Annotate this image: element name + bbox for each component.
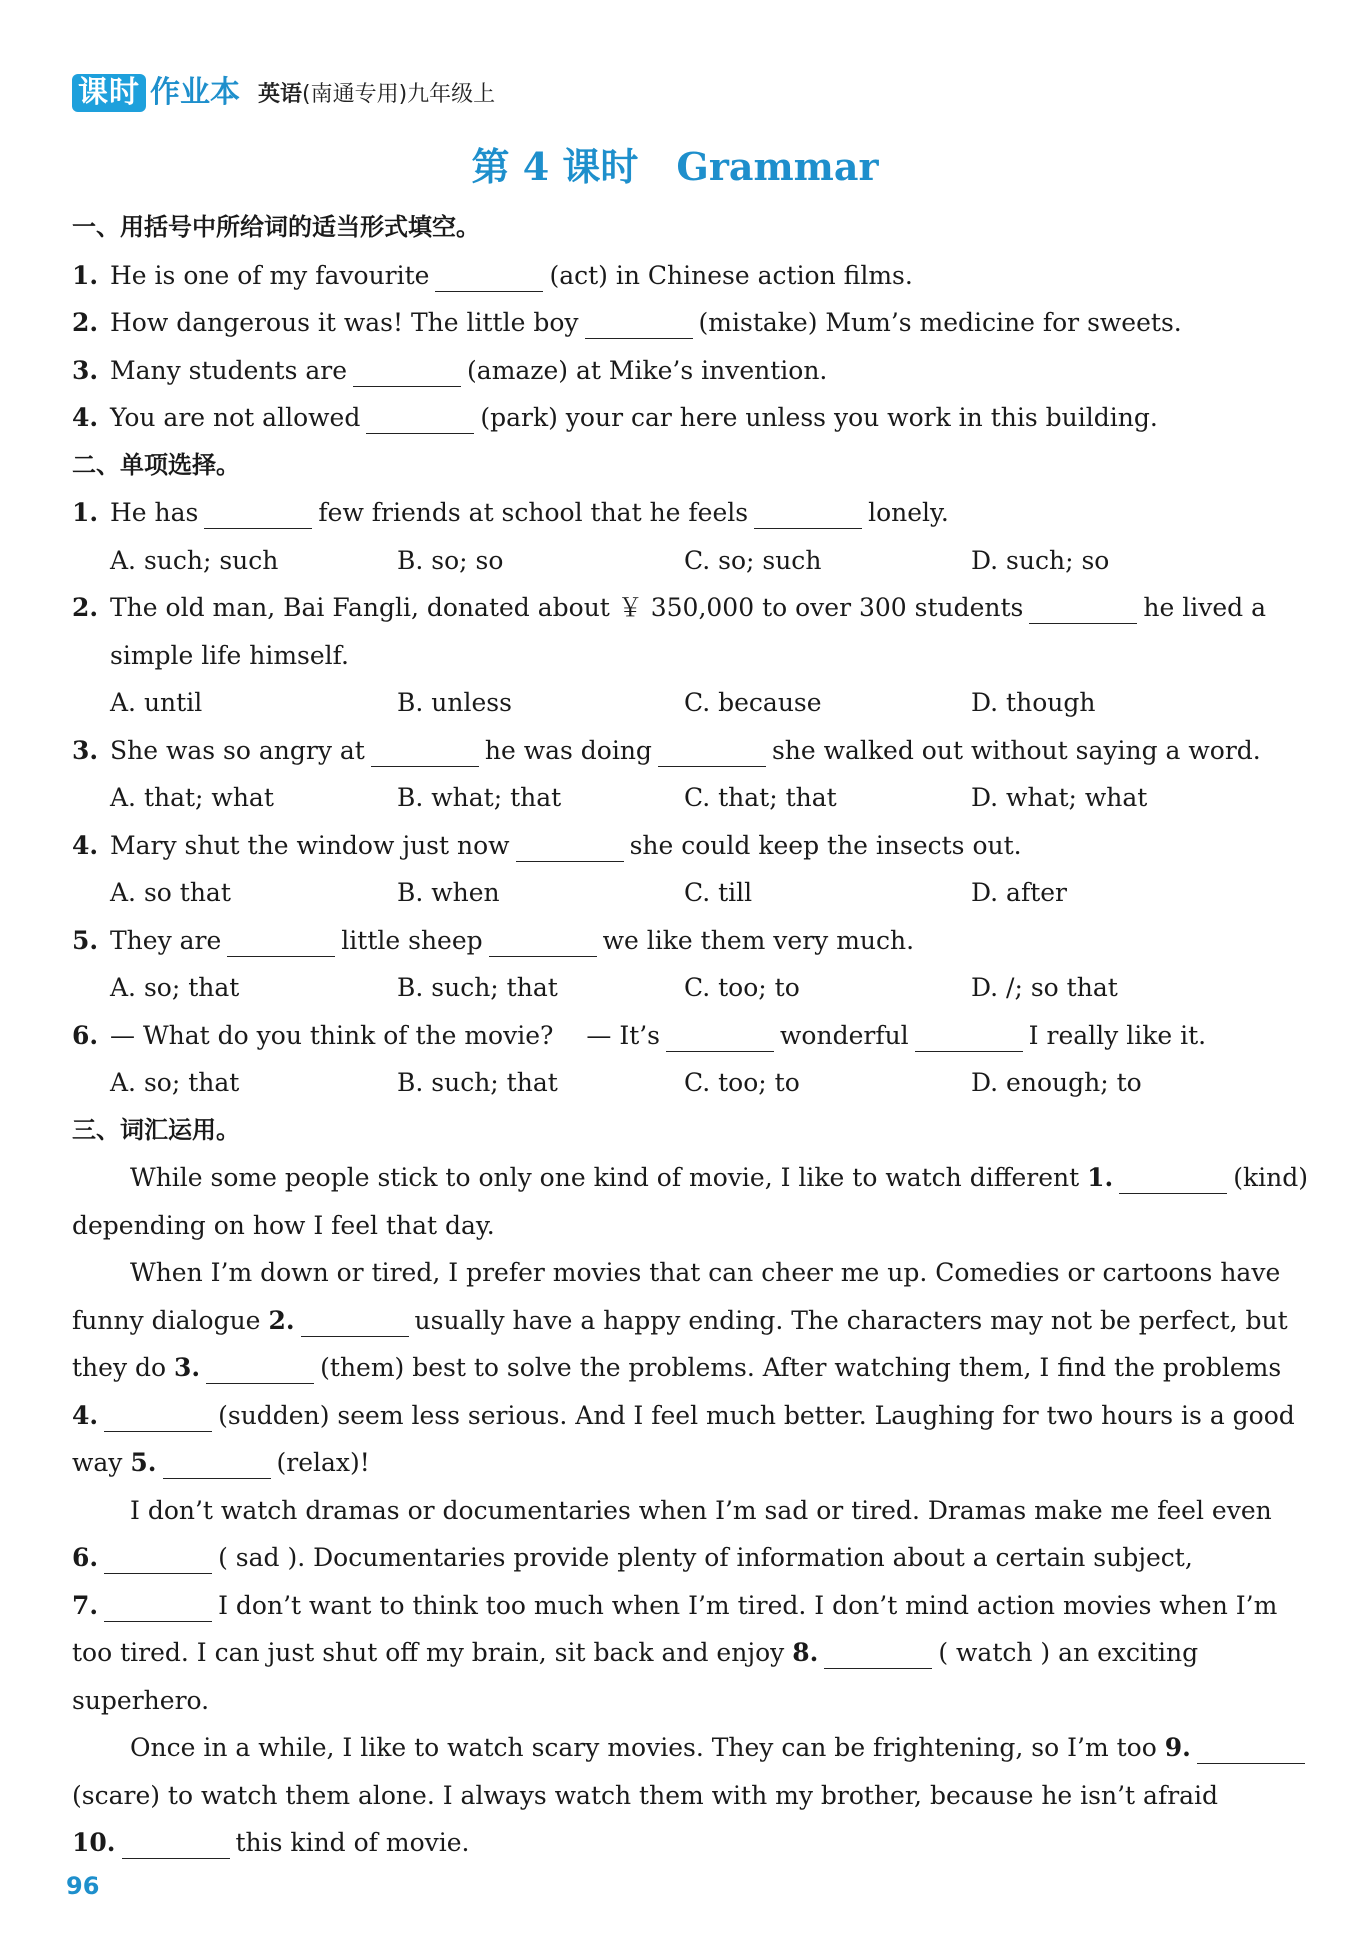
item-text: little sheep — [341, 925, 483, 955]
answer-blank[interactable] — [204, 498, 312, 529]
s2-q1 — [72, 489, 1262, 537]
passage-line — [72, 1249, 1281, 1297]
s1-item-3 — [72, 347, 1262, 395]
passage-text: way — [72, 1448, 123, 1477]
option-b[interactable]: B. such; that — [397, 973, 558, 1002]
page-number: 96 — [66, 1872, 100, 1900]
item-number: 1. — [72, 498, 99, 527]
passage-line — [72, 1629, 1262, 1677]
item-number: 1. — [72, 260, 99, 290]
option-c[interactable]: C. so; such — [684, 545, 822, 575]
item-text: — What do you think of the movie? — It’s — [110, 1020, 661, 1050]
blank-number: 1. — [1087, 1163, 1114, 1192]
passage-line: I don’t watch dramas or documentaries when I’m sad or tired. Dramas make me feel even — [130, 1495, 1272, 1525]
item-number: 5. — [72, 925, 99, 955]
answer-blank[interactable] — [824, 1638, 932, 1669]
blank-number: 10. — [72, 1828, 116, 1857]
answer-blank[interactable] — [516, 831, 624, 862]
passage-line — [72, 1534, 1262, 1582]
item-text: he lived a — [1143, 593, 1267, 622]
passage-line — [72, 1297, 1288, 1345]
book-edition: (南通专用)九年级上 — [302, 82, 496, 107]
item-text: He has — [110, 498, 199, 527]
answer-blank[interactable] — [163, 1448, 271, 1479]
s1-item-4 — [72, 394, 1262, 442]
blank-number: 8. — [792, 1638, 819, 1667]
passage-text: this kind of movie. — [235, 1828, 470, 1857]
passage-text: ( watch ) an exciting — [938, 1638, 1199, 1667]
option-b[interactable]: B. unless — [397, 688, 512, 717]
answer-blank[interactable] — [104, 1591, 212, 1622]
page-title: 第 4 课时 Grammar — [471, 144, 879, 189]
blank-number: 2. — [268, 1305, 295, 1335]
item-number: 3. — [72, 355, 99, 385]
book-subject: 英语 — [258, 82, 303, 107]
option-c[interactable]: C. that; that — [684, 783, 837, 812]
item-number: 2. — [72, 308, 99, 337]
item-text: She was so angry at — [110, 735, 365, 765]
answer-blank[interactable] — [227, 926, 335, 957]
item-text: she could keep the insects out. — [629, 830, 1022, 860]
s2-q1-options — [72, 537, 1262, 585]
answer-blank[interactable] — [666, 1021, 774, 1052]
passage-text: Once in a while, I like to watch scary movies. They can be frightening, so I’m too — [130, 1733, 1157, 1762]
passage-line: depending on how I feel that day. — [72, 1210, 495, 1240]
item-text: You are not allowed — [110, 403, 361, 432]
item-text: we like them very much. — [602, 925, 915, 955]
passage-text: I don’t want to think too much when I’m tired. I don’t mind action movies when I’m — [218, 1590, 1278, 1620]
item-text: The old man, Bai Fangli, donated about ￥ 350,000 to over 300 students — [110, 593, 1024, 622]
item-number: 2. — [72, 593, 99, 622]
answer-blank[interactable] — [301, 1306, 409, 1337]
blank-number: 6. — [72, 1543, 99, 1572]
item-text: He is one of my favourite — [110, 260, 430, 290]
option-d[interactable]: D. /; so that — [971, 973, 1118, 1002]
blank-number: 7. — [72, 1590, 99, 1620]
passage-text: too tired. I can just shut off my brain, sit back and enjoy — [72, 1638, 785, 1667]
page-header — [72, 74, 495, 112]
passage-text: usually have a happy ending. The characters may not be perfect, but — [414, 1305, 1288, 1335]
passage-text: When I’m down or tired, I prefer movies that can cheer me up. Comedies or cartoons have — [130, 1258, 1281, 1287]
option-a[interactable]: A. so; that — [110, 1068, 240, 1097]
passage-text: ( sad ). Documentaries provide plenty of information about a certain subject, — [218, 1543, 1193, 1572]
passage-line: (scare) to watch them alone. I always watch them with my brother, because he isn’t afraid — [72, 1780, 1219, 1810]
option-d[interactable]: D. what; what — [971, 783, 1148, 812]
option-d[interactable]: D. though — [971, 688, 1096, 717]
s1-item-1 — [72, 252, 1262, 300]
passage-line — [72, 1724, 1262, 1772]
item-text: They are — [110, 925, 222, 955]
section3-heading: 三、词汇运用。 — [72, 1115, 240, 1144]
item-text: How dangerous it was! The little boy — [110, 308, 579, 337]
item-text: lonely. — [868, 498, 949, 527]
answer-blank[interactable] — [585, 308, 693, 339]
passage-line — [72, 1582, 1278, 1630]
blank-number: 3. — [174, 1353, 201, 1382]
s2-q2-cont: simple life himself. — [110, 640, 349, 670]
option-a[interactable]: A. such; such — [110, 545, 279, 575]
answer-blank[interactable] — [366, 403, 474, 434]
section1-heading: 一、用括号中所给词的适当形式填空。 — [72, 213, 480, 241]
item-number: 6. — [72, 1020, 99, 1050]
passage-line — [72, 1154, 1309, 1202]
passage-line: superhero. — [72, 1685, 210, 1715]
answer-blank[interactable] — [104, 1401, 212, 1432]
s2-q3 — [72, 727, 1262, 775]
item-text: few friends at school that he feels — [318, 498, 749, 527]
passage-text: funny dialogue — [72, 1305, 261, 1335]
answer-blank[interactable] — [206, 1353, 314, 1384]
answer-blank[interactable] — [104, 1543, 212, 1574]
s2-q3-options — [72, 774, 1262, 822]
item-text: Mary shut the window just now — [110, 830, 510, 860]
item-text: Many students are — [110, 355, 348, 385]
blank-number: 9. — [1164, 1733, 1191, 1762]
option-b[interactable]: B. so; so — [397, 545, 504, 575]
item-number: 4. — [72, 403, 99, 432]
option-b[interactable]: B. when — [397, 878, 500, 907]
passage-text: (kind) — [1233, 1163, 1309, 1192]
s2-q6-options — [72, 1059, 1262, 1107]
answer-blank[interactable] — [1029, 593, 1137, 624]
exercise-content — [72, 204, 1309, 1867]
passage-text: (relax)! — [276, 1448, 370, 1477]
answer-blank[interactable] — [1197, 1733, 1305, 1764]
answer-blank[interactable] — [353, 356, 461, 387]
answer-blank[interactable] — [371, 736, 479, 767]
passage-line — [72, 1344, 1282, 1392]
item-text: he was doing — [484, 735, 652, 765]
item-text: she walked out without saying a word. — [771, 735, 1261, 765]
option-d[interactable]: D. enough; to — [971, 1068, 1142, 1097]
answer-blank[interactable] — [915, 1021, 1023, 1052]
passage-line — [72, 1819, 1262, 1867]
book-title — [258, 80, 495, 112]
option-c[interactable]: C. because — [684, 688, 822, 717]
option-d[interactable]: D. such; so — [971, 545, 1110, 575]
s2-q2-options — [72, 679, 1262, 727]
item-text: (act) in Chinese action films. — [549, 260, 913, 290]
option-a[interactable]: A. that; what — [110, 783, 274, 812]
answer-blank[interactable] — [489, 926, 597, 957]
option-a[interactable]: A. so; that — [110, 973, 240, 1002]
answer-blank[interactable] — [754, 498, 862, 529]
option-c[interactable]: C. too; to — [684, 1068, 800, 1097]
option-d[interactable]: D. after — [971, 878, 1067, 907]
passage-line — [72, 1439, 1262, 1487]
answer-blank[interactable] — [658, 736, 766, 767]
brand-logo: 课时 — [72, 74, 146, 112]
section2-heading: 二、单项选择。 — [72, 450, 240, 479]
s2-q5 — [72, 917, 1262, 965]
s2-q2 — [72, 584, 1267, 632]
answer-blank[interactable] — [1119, 1163, 1227, 1194]
blank-number: 5. — [130, 1448, 157, 1477]
item-text: (mistake) Mum’s medicine for sweets. — [698, 308, 1182, 337]
item-text: (amaze) at Mike’s invention. — [467, 355, 828, 385]
option-b[interactable]: B. such; that — [397, 1068, 558, 1097]
item-text: (park) your car here unless you work in this building. — [480, 403, 1158, 432]
passage-text: (them) best to solve the problems. After watching them, I find the problems — [320, 1353, 1282, 1382]
option-a[interactable]: A. until — [110, 688, 203, 717]
s2-q6 — [72, 1012, 1262, 1060]
s1-item-2 — [72, 299, 1262, 347]
brand-name: 作业本 — [150, 75, 240, 110]
option-c[interactable]: C. too; to — [684, 973, 800, 1002]
s2-q4-options — [72, 869, 1262, 917]
passage-text: they do — [72, 1353, 167, 1382]
passage-line — [72, 1392, 1295, 1440]
item-text: I really like it. — [1028, 1020, 1207, 1050]
option-a[interactable]: A. so that — [110, 878, 231, 907]
passage-text: While some people stick to only one kind of movie, I like to watch different — [130, 1163, 1080, 1192]
item-number: 4. — [72, 830, 99, 860]
s2-q4 — [72, 822, 1262, 870]
answer-blank[interactable] — [122, 1828, 230, 1859]
blank-number: 4. — [72, 1400, 99, 1430]
item-number: 3. — [72, 735, 99, 765]
item-text: wonderful — [780, 1020, 909, 1050]
option-c[interactable]: C. till — [684, 878, 753, 907]
option-b[interactable]: B. what; that — [397, 783, 562, 812]
passage-text: (sudden) seem less serious. And I feel much better. Laughing for two hours is a good — [218, 1400, 1295, 1430]
s2-q5-options — [72, 964, 1262, 1012]
answer-blank[interactable] — [435, 261, 543, 292]
